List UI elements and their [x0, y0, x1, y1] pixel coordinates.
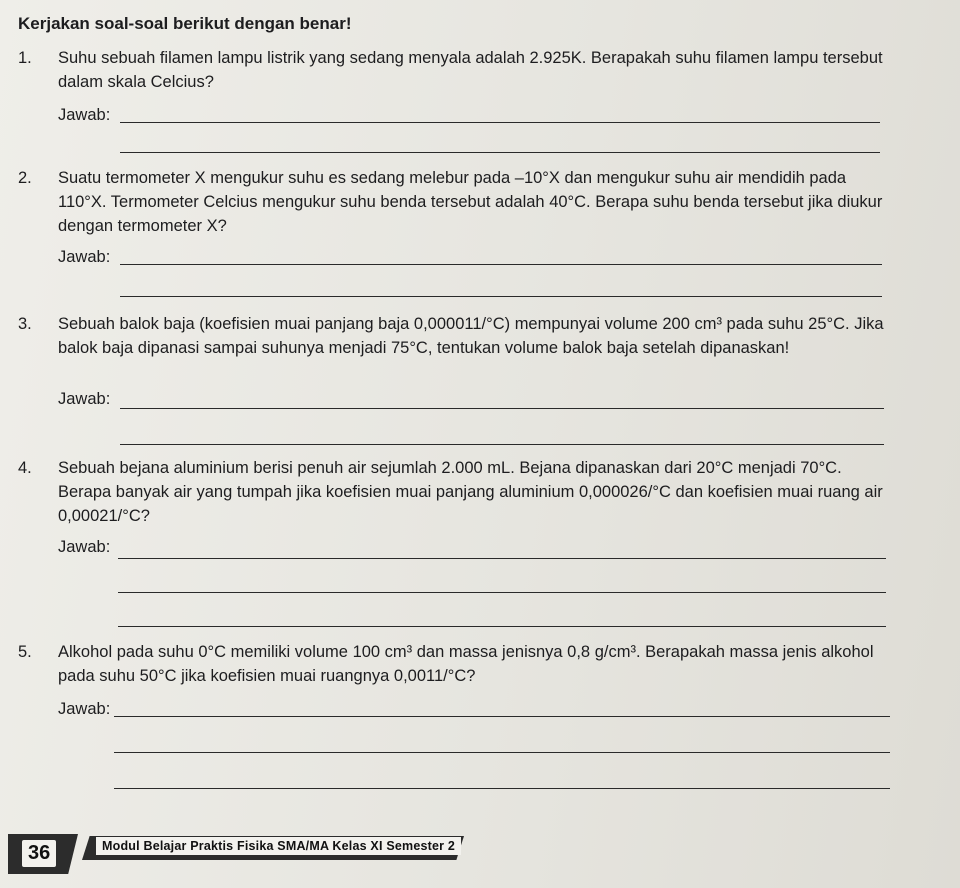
question-text: Suhu sebuah filamen lampu listrik yang sedang menyala adalah 2.925K. Berapakah suhu filamen lampu tersebut dalam skala Celcius? [58, 49, 883, 91]
answer-line[interactable] [120, 264, 882, 265]
answer-line[interactable] [120, 122, 880, 123]
answer-line[interactable] [120, 408, 884, 409]
question-4 [18, 456, 898, 528]
answer-line[interactable] [120, 296, 882, 297]
question-text: Sebuah balok baja (koefisien muai panjang baja 0,000011/°C) mempunyai volume 200 cm³ pada suhu 25°C. Jika balok baja dipanasi sampai suhunya menjadi 75°C, tentukan volume balok baja setelah dipanaskan! [58, 315, 884, 357]
question-text: Sebuah bejana aluminium berisi penuh air sejumlah 2.000 mL. Bejana dipanaskan dari 20°C menjadi 70°C. Berapa banyak air yang tumpah jika koefisien muai panjang aluminium 0,000026/°C dan koefisien muai ruang air 0,00021/°C? [58, 459, 883, 525]
answer-line[interactable] [120, 444, 884, 445]
answer-line[interactable] [114, 752, 890, 753]
question-text: Suatu termometer X mengukur suhu es sedang melebur pada –10°X dan mengukur suhu air mendidih pada 110°X. Termometer Celcius mengukur suhu benda tersebut adalah 40°C. Berapa suhu benda tersebut jika diukur dengan termometer X? [58, 169, 883, 235]
answer-line[interactable] [114, 716, 890, 717]
answer-label-2: Jawab: [58, 248, 111, 266]
page-number: 36 [22, 840, 56, 867]
page-footer [0, 832, 480, 876]
worksheet-heading: Kerjakan soal-soal berikut dengan benar! [18, 14, 352, 33]
answer-line[interactable] [114, 788, 890, 789]
question-number: 1. [18, 49, 32, 67]
answer-label-3: Jawab: [58, 390, 111, 408]
question-5 [18, 640, 898, 688]
answer-label-4: Jawab: [58, 538, 111, 556]
question-number: 4. [18, 459, 32, 477]
answer-line[interactable] [118, 558, 886, 559]
answer-line[interactable] [118, 592, 886, 593]
answer-label-1: Jawab: [58, 106, 111, 124]
question-number: 3. [18, 315, 32, 333]
question-2 [18, 166, 898, 238]
question-text: Alkohol pada suhu 0°C memiliki volume 100 cm³ dan massa jenisnya 0,8 g/cm³. Berapakah massa jenis alkohol pada suhu 50°C jika koefisien muai ruangnya 0,0011/°C? [58, 643, 874, 685]
question-3 [18, 312, 898, 360]
answer-line[interactable] [120, 152, 880, 153]
question-number: 5. [18, 643, 32, 661]
answer-line[interactable] [118, 626, 886, 627]
answer-label-5: Jawab: [58, 700, 111, 718]
module-title: Modul Belajar Praktis Fisika SMA/MA Kelas XI Semester 2 [96, 837, 461, 855]
question-number: 2. [18, 169, 32, 187]
question-1 [18, 46, 898, 94]
